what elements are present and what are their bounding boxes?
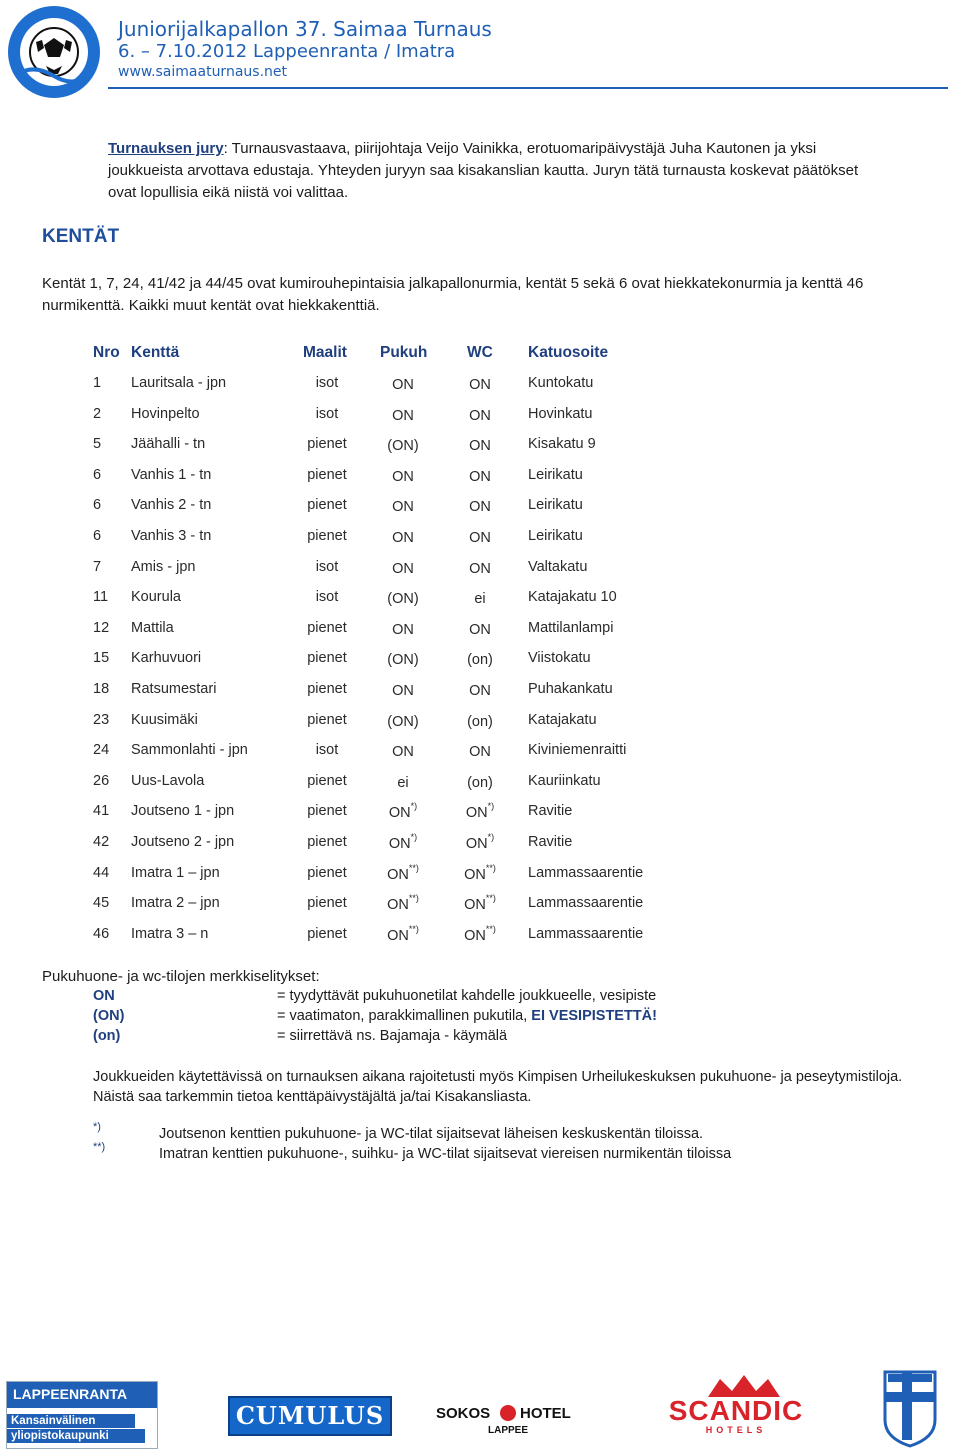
footnote-text-1: Joutsenon kenttien pukuhuone- ja WC-tilat sijaitsevat läheisen keskuskentän tiloissa. (159, 1126, 704, 1142)
tournament-url[interactable]: www.saimaaturnaus.net (118, 64, 287, 80)
cell-kentta-text: Vanhis 1 - tn (131, 466, 212, 483)
cell-nro-text: 6 (93, 497, 102, 514)
cell-maalit-text: pienet (307, 681, 347, 697)
cell-katuosoite-text: Hovinkatu (528, 405, 593, 422)
cell-maalit-text: pienet (307, 772, 347, 789)
cell-katuosoite-text: Kuntokatu (528, 375, 594, 391)
cell-kentta-text: Hovinpelto (131, 405, 200, 422)
cell-wc (420, 589, 540, 607)
cell-katuosoite-text: Katajakatu (528, 711, 597, 728)
cell-wc (420, 803, 540, 821)
cell-katuosoite (528, 375, 593, 391)
cell-kentta (131, 467, 211, 483)
cell-nro-text: 41 (93, 803, 110, 820)
cell-katuosoite-text: Kiviniemenraitti (528, 742, 627, 759)
cell-wc-text: ON (464, 866, 486, 883)
cell-wc-text: ON (469, 499, 491, 516)
footnote-sup: **) (408, 893, 419, 904)
cell-wc (420, 620, 540, 638)
cell-nro (93, 436, 101, 452)
cell-wc-text: ON (469, 529, 491, 546)
cell-wc-text: (on) (467, 652, 493, 669)
footnote-sup: **) (485, 862, 496, 873)
scandic-text: SCANDIC (668, 1395, 804, 1426)
cell-nro (93, 559, 101, 575)
cell-nro (93, 406, 101, 422)
cell-kentta-text: Kourula (131, 589, 181, 606)
cell-katuosoite (528, 681, 613, 697)
cell-kentta (131, 528, 211, 544)
jury-text-1: : Turnausvastaava, piirijohtaja Veijo Vainikka, erotuomaripäivystäjä Juha Kautonen ja yksi (223, 140, 817, 157)
legend-description-text: = tyydyttävät pukuhuonetilat kahdelle joukkueelle, vesipiste (277, 988, 657, 1004)
cell-kentta-text: Mattila (131, 619, 174, 636)
cell-kentta-text: Imatra 1 – jpn (131, 864, 220, 881)
cell-kentta (131, 559, 195, 575)
tournament-dates: 6. – 7.10.2012 Lappeenranta / Imatra (118, 41, 456, 62)
cell-wc (420, 406, 540, 424)
legend-description-text: = vaatimaton, parakkimallinen pukutila, (277, 1008, 532, 1024)
cell-katuosoite-text: Ravitie (528, 803, 573, 820)
cell-kentta (131, 926, 208, 942)
cell-nro (93, 681, 109, 697)
cell-maalit-text: pienet (307, 436, 347, 453)
cell-katuosoite-text: Katajakatu 10 (528, 589, 617, 606)
jury-line-3: ovat lopullisia eikä niistä voi valittaa. (108, 184, 349, 201)
cell-nro-text: 6 (93, 466, 102, 483)
col-header-katuosoite: Katuosoite (528, 344, 609, 361)
cell-nro (93, 742, 109, 758)
cell-katuosoite-text: Leirikatu (528, 528, 583, 544)
jury-line-2: joukkueista arvottava edustaja. Yhteyden juryyn saa kisakanslian kautta. Juryn tätä turnausta koskevat päätökset (108, 162, 859, 179)
cell-kentta (131, 589, 181, 605)
col-header-nro: Nro (93, 344, 120, 361)
footnote-sup: *) (487, 832, 495, 842)
cell-wc (420, 712, 540, 730)
cell-maalit-text: pienet (307, 834, 347, 850)
cell-nro-text: 26 (93, 772, 110, 789)
cell-kentta-text: Lauritsala - jpn (131, 375, 227, 391)
cumulus-text: CUMULUS (235, 1401, 385, 1430)
cell-pukuh-text: ON (392, 621, 414, 638)
cell-pukuh-text: ei (397, 774, 409, 791)
cell-nro (93, 650, 109, 666)
cell-maalit-text: isot (315, 558, 339, 575)
legend-description (277, 1028, 507, 1044)
cell-kentta-text: Karhuvuori (131, 650, 202, 667)
cell-katuosoite (528, 773, 601, 789)
cell-pukuh-text: ON (392, 468, 414, 485)
cell-kentta-text: Imatra 3 – n (131, 925, 209, 942)
cell-katuosoite-text: Valtakatu (528, 558, 588, 575)
cell-nro-text: 44 (93, 864, 110, 881)
cell-pukuh-text: (ON) (387, 652, 419, 669)
cell-katuosoite (528, 406, 592, 422)
cell-pukuh-text: ON (392, 560, 414, 577)
cell-nro-text: 46 (93, 925, 110, 942)
cell-maalit-text: pienet (307, 803, 347, 820)
cell-maalit-text: pienet (307, 711, 347, 728)
footnote-sup: *) (410, 832, 418, 842)
cell-katuosoite (528, 650, 591, 666)
cell-nro-text: 1 (93, 375, 102, 391)
cell-wc-text: ON (469, 376, 491, 393)
cell-wc (420, 834, 540, 852)
footnote-mark-1: *) (93, 1121, 101, 1133)
cell-wc-text: (on) (467, 774, 493, 791)
cell-maalit-text: pienet (307, 619, 347, 636)
cell-maalit-text: pienet (307, 528, 347, 544)
cell-wc-text: ON (469, 744, 491, 761)
legend-description (277, 988, 656, 1004)
cell-katuosoite-text: Leirikatu (528, 466, 583, 483)
cell-katuosoite (528, 926, 643, 942)
cell-kentta-text: Sammonlahti - jpn (131, 742, 248, 759)
cell-katuosoite-text: Puhakankatu (528, 681, 613, 697)
cell-katuosoite (528, 742, 626, 758)
cell-wc (420, 650, 540, 668)
sokos-circle-icon (500, 1405, 516, 1421)
cell-kentta (131, 712, 198, 728)
cell-pukuh-text: (ON) (387, 591, 419, 608)
legend-emphasis: EI VESIPISTETTÄ! (531, 1008, 657, 1024)
cell-katuosoite (528, 497, 583, 513)
cell-katuosoite-text: Lammassaarentie (528, 864, 644, 881)
cell-wc (420, 742, 540, 760)
cell-pukuh-text: (ON) (387, 438, 419, 455)
cell-wc (420, 681, 540, 699)
cell-katuosoite-text: Kauriinkatu (528, 772, 601, 789)
cell-wc-text: ON (464, 927, 486, 944)
cell-kentta-text: Joutseno 2 - jpn (131, 834, 235, 850)
cell-katuosoite (528, 467, 583, 483)
cell-pukuh-text: ON (392, 682, 414, 699)
cell-maalit-text: pienet (307, 864, 347, 881)
tournament-title: Juniorijalkapallon 37. Saimaa Turnaus (118, 17, 492, 41)
cell-katuosoite (528, 895, 643, 911)
cell-wc-text: ON (469, 407, 491, 424)
cell-nro (93, 712, 109, 728)
scandic-sub: HOTELS (705, 1425, 767, 1435)
cell-pukuh-text: ON (392, 376, 414, 393)
cell-kentta-text: Uus-Lavola (131, 772, 205, 789)
col-header-kentta: Kenttä (131, 344, 180, 361)
cell-nro-text: 42 (93, 834, 110, 850)
cell-kentta-text: Ratsumestari (131, 681, 217, 697)
cell-nro-text: 2 (93, 405, 102, 422)
cell-nro-text: 45 (93, 895, 110, 912)
cell-kentta-text: Vanhis 3 - tn (131, 528, 212, 544)
cell-wc-text: ei (474, 591, 486, 608)
cell-nro-text: 23 (93, 711, 110, 728)
cell-pukuh-text: ON (388, 835, 411, 852)
col-header-maalit: Maalit (303, 344, 347, 361)
cell-wc (420, 862, 540, 883)
cell-katuosoite-text: Lammassaarentie (528, 925, 644, 942)
cell-pukuh-text: ON (387, 897, 409, 914)
cell-kentta (131, 436, 205, 452)
cell-pukuh-text: ON (387, 866, 409, 883)
sokos-right: HOTEL (520, 1405, 571, 1422)
cell-maalit-text: pienet (307, 650, 347, 667)
cell-kentta (131, 681, 216, 697)
cell-kentta (131, 865, 220, 881)
legend-description-text: = siirrettävä ns. Bajamaja - käymälä (277, 1028, 508, 1044)
cell-katuosoite (528, 803, 572, 819)
cell-nro (93, 773, 109, 789)
footnote-sup: *) (410, 801, 418, 812)
cell-pukuh-text: ON (392, 744, 414, 761)
cell-katuosoite (528, 712, 597, 728)
cell-nro (93, 834, 109, 850)
cumulus-logo (228, 1396, 392, 1436)
cell-katuosoite-text: Mattilanlampi (528, 619, 614, 636)
note-paragraph (93, 1067, 902, 1107)
note-line-1: Joukkueiden käytettävissä on turnauksen aikana rajoitetusti myös Kimpisen Urheilukeskuksen pukuhuone- ja peseytymistiloja. (93, 1069, 903, 1085)
cell-nro (93, 589, 108, 605)
cell-kentta (131, 834, 234, 850)
cell-nro (93, 895, 109, 911)
cell-kentta-text: Joutseno 1 - jpn (131, 803, 235, 820)
cell-kentta (131, 620, 174, 636)
cell-maalit-text: pienet (307, 497, 347, 514)
cell-katuosoite (528, 589, 617, 605)
cell-kentta-text: Vanhis 2 - tn (131, 497, 212, 514)
cell-wc-text: ON (464, 897, 486, 914)
lappeenranta-sub-1: Kansainvälinen (7, 1414, 135, 1428)
cell-katuosoite (528, 620, 613, 636)
cell-kentta-text: Amis - jpn (131, 558, 196, 575)
cell-wc-text: ON (465, 835, 488, 852)
cell-katuosoite (528, 528, 583, 544)
cell-wc-text: ON (469, 621, 491, 638)
cell-kentta (131, 406, 200, 422)
cell-nro (93, 497, 101, 513)
section-title: KENTÄT (42, 226, 120, 247)
lappeenranta-logo (6, 1381, 158, 1449)
cell-katuosoite (528, 865, 643, 881)
cell-wc (420, 528, 540, 546)
cell-maalit-text: pienet (307, 895, 347, 912)
lappeenranta-title: LAPPEENRANTA (7, 1382, 157, 1408)
cell-kentta (131, 803, 234, 819)
legend-description (277, 1008, 657, 1024)
jury-label: Turnauksen jury (108, 140, 224, 157)
cell-nro (93, 620, 109, 636)
footnote-sup: **) (485, 923, 496, 934)
cell-pukuh-text: (ON) (387, 713, 419, 730)
cell-maalit-text: isot (315, 742, 339, 759)
cell-nro-text: 24 (93, 742, 110, 759)
footnote-sup: **) (485, 893, 496, 904)
cell-nro (93, 865, 109, 881)
cell-pukuh-text: ON (392, 529, 414, 546)
cell-kentta-text: Kuusimäki (131, 711, 198, 728)
cell-nro-text: 18 (93, 681, 110, 697)
cell-pukuh-text: ON (392, 499, 414, 516)
footnote-mark-2: **) (93, 1141, 106, 1153)
cell-nro-text: 6 (93, 528, 102, 544)
cell-maalit-text: isot (315, 375, 339, 391)
cell-wc (420, 559, 540, 577)
sokos-sub: LAPPEE (488, 1425, 529, 1436)
legend-code: (on) (93, 1028, 121, 1044)
cell-nro-text: 5 (93, 436, 102, 453)
cell-katuosoite (528, 834, 572, 850)
cell-katuosoite-text: Lammassaarentie (528, 895, 644, 912)
cell-nro (93, 926, 109, 942)
cell-wc-text: (on) (467, 713, 493, 730)
legend-code: (ON) (93, 1008, 125, 1024)
col-header-pukuh: Pukuh (380, 344, 428, 361)
cell-nro (93, 467, 101, 483)
cell-katuosoite-text: Viistokatu (528, 650, 591, 667)
cell-wc (420, 497, 540, 515)
cell-nro-text: 11 (93, 589, 109, 606)
cell-wc-text: ON (469, 560, 491, 577)
cell-wc-text: ON (469, 682, 491, 699)
cell-pukuh-text: ON (388, 805, 411, 822)
cell-nro (93, 375, 101, 391)
lappeenranta-sub-2: yliopistokaupunki (7, 1429, 145, 1443)
cell-wc (420, 895, 540, 913)
cell-wc-text: ON (465, 805, 488, 822)
cell-maalit-text: isot (315, 405, 339, 422)
cell-kentta (131, 895, 220, 911)
cell-nro-text: 12 (93, 619, 110, 636)
footnote-sup: *) (487, 801, 495, 812)
cell-wc (420, 467, 540, 485)
cell-katuosoite (528, 559, 587, 575)
scandic-logo (648, 1371, 824, 1437)
cell-kentta-text: Imatra 2 – jpn (131, 895, 220, 912)
cell-wc-text: ON (469, 438, 491, 455)
cell-kentta (131, 742, 248, 758)
cell-wc (420, 923, 540, 944)
cell-wc (420, 375, 540, 393)
col-header-wc: WC (467, 344, 493, 361)
football-association-crest (882, 1366, 938, 1448)
cell-nro-text: 7 (93, 558, 102, 575)
cell-kentta (131, 773, 204, 789)
intro-line-2: nurmikenttä. Kaikki muut kentät ovat hiekkakenttiä. (42, 297, 380, 314)
cell-wc-text: ON (469, 468, 491, 485)
cell-katuosoite (528, 436, 596, 452)
footnote-sup: **) (408, 923, 419, 934)
cell-katuosoite-text: Ravitie (528, 834, 573, 850)
cell-katuosoite-text: Leirikatu (528, 497, 583, 514)
sokos-hotel-logo (436, 1401, 581, 1441)
cell-nro (93, 803, 109, 819)
footnote-text-2: Imatran kenttien pukuhuone-, suihku- ja WC-tilat sijaitsevat viereisen nurmikentän tiloissa (159, 1146, 732, 1162)
legend-code: ON (93, 988, 115, 1004)
cell-pukuh-text: ON (392, 407, 414, 424)
cell-maalit-text: pienet (307, 466, 347, 483)
cell-katuosoite-text: Kisakatu 9 (528, 436, 596, 453)
cell-kentta (131, 375, 226, 391)
note-line-2: Näistä saa tarkemmin tietoa kenttäpäivystäjältä ja/tai Kisakansliasta. (93, 1089, 532, 1105)
cell-nro (93, 528, 101, 544)
legend-title: Pukuhuone- ja wc-tilojen merkkiselitykset: (42, 968, 320, 985)
sokos-left: SOKOS (436, 1405, 491, 1422)
cell-wc (420, 773, 540, 791)
cell-maalit-text: pienet (307, 925, 347, 942)
cell-pukuh-text: ON (387, 927, 409, 944)
cell-nro-text: 15 (93, 650, 110, 667)
footnote-sup: **) (408, 862, 419, 873)
intro-line-1: Kentät 1, 7, 24, 41/42 ja 44/45 ovat kumirouhepintaisia jalkapallonurmia, kentät 5 sekä 6 ovat hiekkatekonurmia ja kenttä 46 (42, 275, 864, 292)
cell-maalit-text: isot (315, 589, 339, 606)
cell-wc (420, 436, 540, 454)
cell-kentta (131, 497, 211, 513)
cell-kentta-text: Jäähalli - tn (131, 436, 206, 453)
cell-kentta (131, 650, 201, 666)
